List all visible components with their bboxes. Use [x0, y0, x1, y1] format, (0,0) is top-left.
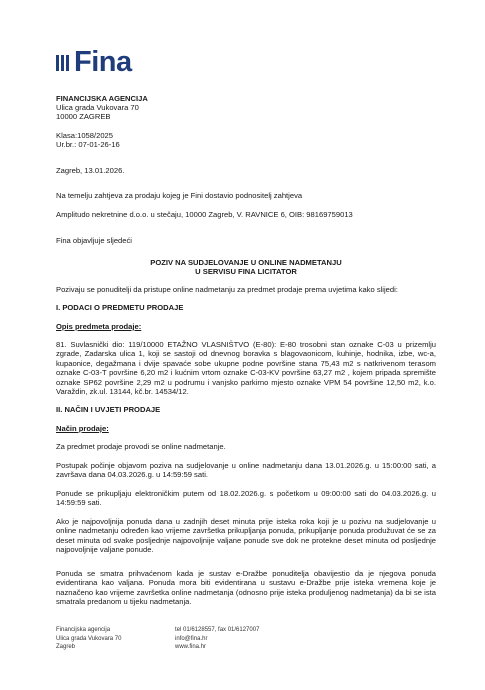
- logo-wordmark: Fina: [74, 46, 132, 78]
- fina-logo: [56, 48, 132, 77]
- org-street: Ulica grada Vukovara 70: [56, 103, 139, 112]
- property-description: 81. Suvlasnički dio: 119/10000 ETAŽNO VLASNIŠTVO (E-80): E-80 trosobni stan oznake C-03 u prizemlju zgrade, Zadarska ulica 1, koji se sastoji od dnevnog boravka s blagovaonicom, kuhinje, hodnika, izbe, wc-a, kupaonice, degažmana i dvije spavaće sobe ukupne podne površine stana 75,43 m2 s natkrivenom terasom oznake C-03-T površine 6,20 m2 i kućnim vrtom oznake C-03-KV površine 63,27 m2 , kojem pripada spremište oznake SP62 površine 2,29 m2 u podrumu i vanjsko parkirno mjesto oznake VPM 54 površine 12,50 m2, k.o. Varaždin, zk.ul. 13144, kč.br. 14534/12.: [56, 340, 436, 397]
- org-name: FINANCIJSKA AGENCIJA: [56, 94, 148, 103]
- paragraph-acceptance: Ponuda se smatra prihvaćenom kada je sustav e-Dražbe ponuditelja obavijestio da je njegova ponuda evidentirana kao valjana. Ponuda mora biti evidentirana u sustavu e-Dražbe prije isteka vremena koje je naznačeno kao vrijeme završetka online nadmetanja (odnosno prije isteka produljenog nadmetanja) da bi se ista smatrala predanom u tijeku nadmetanja.: [56, 569, 436, 607]
- footer-contact: [175, 626, 259, 652]
- section-1-subheading: Opis predmeta prodaje:: [56, 322, 142, 331]
- urbroj: Ur.br.: 07-01-26-16: [56, 140, 120, 149]
- footer-address: [56, 626, 121, 652]
- footer-city: Zagreb: [56, 644, 76, 650]
- klasa: Klasa:1058/2025: [56, 131, 114, 140]
- footer-street: Ulica grada Vukovara 70: [56, 635, 122, 642]
- section-2-heading: II. NAČIN I UVJETI PRODAJE: [56, 405, 161, 414]
- footer-email[interactable]: info@fina.hr: [175, 635, 208, 642]
- section-1-heading: I. PODACI O PREDMETU PRODAJE: [56, 303, 184, 312]
- title-line-1: POZIV NA SUDJELOVANJE U ONLINE NADMETANJU: [150, 258, 342, 267]
- invite-text: Pozivaju se ponuditelji da pristupe online nadmetanju za predmet prodaje prema uvjetima kako slijedi:: [56, 285, 398, 294]
- paragraph-bid-period: Ponude se prikupljaju elektroničkim putem od 18.02.2026.g. s početkom u 09:00:00 sati do 04.03.2026.g. u 14:59:59 sati.: [56, 489, 436, 508]
- logo-bars-icon: [56, 55, 69, 71]
- paragraph-schedule: Postupak počinje objavom poziva na sudjelovanje u online nadmetanju dana 13.01.2026.g. u 15:00:00 sati, a završava dana 04.03.2026.g. u 14:59:59 sati.: [56, 461, 436, 480]
- footer-phone: tel 01/6128557, fax 01/6127007: [175, 627, 260, 633]
- date-line: Zagreb, 13.01.2026.: [56, 166, 125, 175]
- paragraph-online-auction: Za predmet prodaje provodi se online nadmetanje.: [56, 442, 226, 451]
- announces: Fina objavljuje sljedeći: [56, 236, 132, 245]
- footer-website[interactable]: www.fina.hr: [175, 644, 207, 650]
- applicant: Amplitudo nekretnine d.o.o. u stečaju, 10000 Zagreb, V. RAVNICE 6, OIB: 98169759013: [56, 210, 353, 219]
- title-line-2: U SERVISU FINA LICITATOR: [195, 267, 297, 276]
- footer-org: Financijska agencija: [56, 627, 111, 633]
- request-basis: Na temelju zahtjeva za prodaju kojeg je Fini dostavio podnositelj zahtjeva: [56, 191, 303, 200]
- paragraph-extension: Ako je najpovoljnija ponuda dana u zadnjih deset minuta prije isteka roka koji je u pozivu na sudjelovanje u online nadmetanju određen kao vrijeme završetka prikupljanja ponuda, prikupljanje ponuda produžuvat će se za deset minuta od svake posljednje najpovoljnije valjane ponude sve dok ne protekne deset minuta od posljednje najpovoljnije valjane ponude.: [56, 517, 436, 555]
- org-city: 10000 ZAGREB: [56, 112, 111, 121]
- section-2-subheading: Način prodaje:: [56, 424, 109, 433]
